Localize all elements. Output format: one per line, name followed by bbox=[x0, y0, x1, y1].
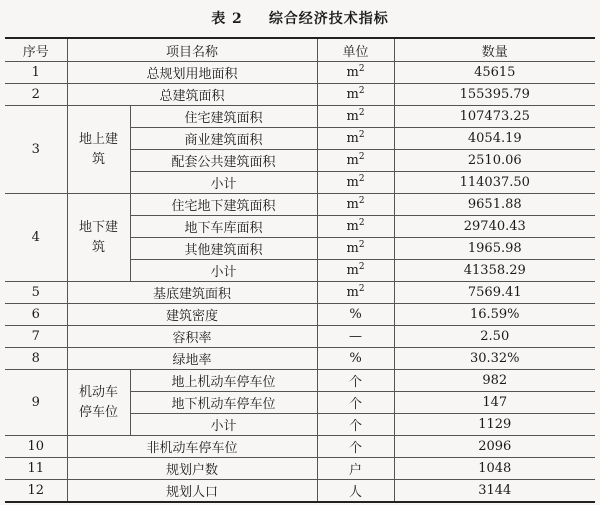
row-name: 地上机动车停车位 bbox=[130, 370, 317, 392]
row-qty: 147 bbox=[394, 392, 595, 414]
table-row bbox=[5, 304, 595, 326]
row-qty: 1129 bbox=[394, 414, 595, 436]
row-name: 总建筑面积 bbox=[67, 84, 317, 106]
table-row bbox=[5, 370, 595, 392]
row-unit: $m^2$ bbox=[317, 260, 394, 282]
row-name: 住宅建筑面积 bbox=[130, 106, 317, 128]
economic-indicators-table bbox=[5, 37, 595, 503]
row-name: 其他建筑面积 bbox=[130, 238, 317, 260]
table-row bbox=[5, 62, 595, 84]
row-qty: 107473.25 bbox=[394, 106, 595, 128]
row-unit: % bbox=[317, 348, 394, 370]
row-qty: 155395.79 bbox=[394, 84, 595, 106]
table-row bbox=[5, 326, 595, 348]
row-seq: 10 bbox=[5, 436, 67, 458]
row-qty: 41358.29 bbox=[394, 260, 595, 282]
row-name: 规划户数 bbox=[67, 458, 317, 480]
row-group-label: 地下建筑 bbox=[67, 194, 130, 282]
row-qty: 114037.50 bbox=[394, 172, 595, 194]
table-row bbox=[5, 348, 595, 370]
table-row bbox=[5, 106, 595, 128]
row-group-label: 机动车停车位 bbox=[67, 370, 130, 436]
row-qty: 45615 bbox=[394, 62, 595, 84]
row-seq: 7 bbox=[5, 326, 67, 348]
header-name: 项目名称 bbox=[67, 38, 317, 62]
row-qty: 9651.88 bbox=[394, 194, 595, 216]
row-seq: 2 bbox=[5, 84, 67, 106]
row-qty: 3144 bbox=[394, 480, 595, 503]
row-name: 规划人口 bbox=[67, 480, 317, 503]
row-name: 商业建筑面积 bbox=[130, 128, 317, 150]
row-unit: $m^2$ bbox=[317, 128, 394, 150]
row-unit: % bbox=[317, 304, 394, 326]
row-seq: 8 bbox=[5, 348, 67, 370]
row-qty: 16.59% bbox=[394, 304, 595, 326]
table-row bbox=[5, 458, 595, 480]
row-group-label: 地上建筑 bbox=[67, 106, 130, 194]
row-name: 住宅地下建筑面积 bbox=[130, 194, 317, 216]
table-title bbox=[0, 8, 600, 28]
header-qty: 数量 bbox=[394, 38, 595, 62]
table-row bbox=[5, 84, 595, 106]
row-name: 总规划用地面积 bbox=[67, 62, 317, 84]
row-name: 小计 bbox=[130, 414, 317, 436]
row-seq: 9 bbox=[5, 370, 67, 436]
row-qty: 982 bbox=[394, 370, 595, 392]
row-unit: $m^2$ bbox=[317, 238, 394, 260]
row-qty: 2.50 bbox=[394, 326, 595, 348]
row-unit: — bbox=[317, 326, 394, 348]
header-seq: 序号 bbox=[5, 38, 67, 62]
row-name: 容积率 bbox=[67, 326, 317, 348]
row-unit: $m^2$ bbox=[317, 172, 394, 194]
row-seq: 4 bbox=[5, 194, 67, 282]
row-unit: 个 bbox=[317, 436, 394, 458]
header-row bbox=[5, 38, 595, 62]
row-unit: 个 bbox=[317, 370, 394, 392]
table-number: 表 2 bbox=[211, 11, 243, 27]
row-unit: $m^2$ bbox=[317, 84, 394, 106]
row-qty: 30.32% bbox=[394, 348, 595, 370]
row-name: 基底建筑面积 bbox=[67, 282, 317, 304]
row-seq: 12 bbox=[5, 480, 67, 503]
row-unit: 个 bbox=[317, 414, 394, 436]
row-unit: $m^2$ bbox=[317, 216, 394, 238]
row-seq: 5 bbox=[5, 282, 67, 304]
row-name: 建筑密度 bbox=[67, 304, 317, 326]
row-qty: 1048 bbox=[394, 458, 595, 480]
row-qty: 7569.41 bbox=[394, 282, 595, 304]
row-unit: 个 bbox=[317, 392, 394, 414]
row-name: 地下机动车停车位 bbox=[130, 392, 317, 414]
row-name: 配套公共建筑面积 bbox=[130, 150, 317, 172]
row-name: 地下车库面积 bbox=[130, 216, 317, 238]
row-seq: 3 bbox=[5, 106, 67, 194]
row-unit: $m^2$ bbox=[317, 106, 394, 128]
row-unit: $m^2$ bbox=[317, 150, 394, 172]
row-qty: 1965.98 bbox=[394, 238, 595, 260]
row-name: 非机动车停车位 bbox=[67, 436, 317, 458]
row-seq: 6 bbox=[5, 304, 67, 326]
header-unit: 单位 bbox=[317, 38, 394, 62]
row-unit: 户 bbox=[317, 458, 394, 480]
row-name: 小计 bbox=[130, 260, 317, 282]
row-qty: 2510.06 bbox=[394, 150, 595, 172]
row-unit: 人 bbox=[317, 480, 394, 503]
row-name: 小计 bbox=[130, 172, 317, 194]
row-unit: $m^2$ bbox=[317, 282, 394, 304]
row-unit: $m^2$ bbox=[317, 194, 394, 216]
row-seq: 1 bbox=[5, 62, 67, 84]
table-caption: 综合经济技术指标 bbox=[268, 11, 389, 27]
table-row bbox=[5, 194, 595, 216]
row-qty: 4054.19 bbox=[394, 128, 595, 150]
row-seq: 11 bbox=[5, 458, 67, 480]
row-unit: $m^2$ bbox=[317, 62, 394, 84]
table-row bbox=[5, 282, 595, 304]
table-row bbox=[5, 436, 595, 458]
row-name: 绿地率 bbox=[67, 348, 317, 370]
row-qty: 2096 bbox=[394, 436, 595, 458]
table-row bbox=[5, 480, 595, 503]
row-qty: 29740.43 bbox=[394, 216, 595, 238]
